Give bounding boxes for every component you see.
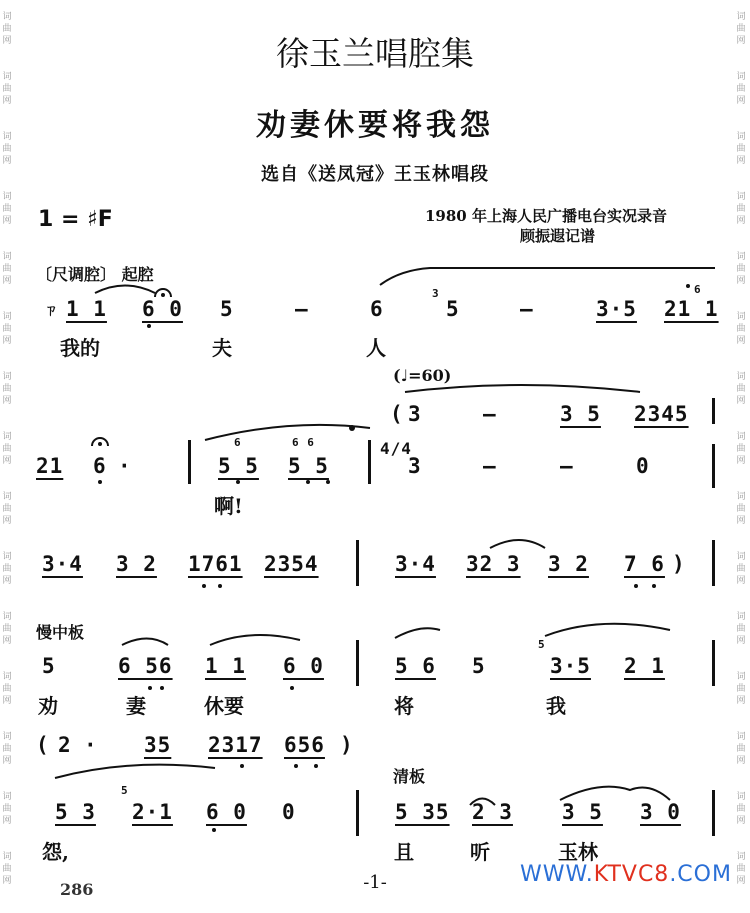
- side-watermark-char: 网: [2, 216, 12, 226]
- note: 6 56: [118, 654, 173, 678]
- side-watermark-char: 曲: [2, 804, 12, 814]
- side-watermark-char: 曲: [736, 864, 746, 874]
- side-watermark-char: 曲: [736, 84, 746, 94]
- side-watermark-char: 网: [2, 636, 12, 646]
- side-watermark-char: 词: [2, 312, 12, 322]
- bar-line: [712, 444, 715, 488]
- side-watermark-char: 网: [736, 96, 746, 106]
- side-watermark-char: 曲: [2, 504, 12, 514]
- side-watermark-char: 曲: [2, 624, 12, 634]
- side-watermark-char: 网: [736, 696, 746, 706]
- side-watermark-char: 词: [736, 612, 746, 622]
- side-watermark-char: 词: [736, 552, 746, 562]
- side-watermark-char: 网: [736, 516, 746, 526]
- side-watermark-char: 网: [2, 516, 12, 526]
- lyric: 休要: [204, 694, 244, 718]
- side-watermark-char: 网: [736, 816, 746, 826]
- transcriber-note: 顾振遐记谱: [520, 227, 596, 245]
- side-watermark-char: 网: [2, 756, 12, 766]
- note: 3·4: [395, 552, 436, 576]
- side-watermark-char: 曲: [736, 24, 746, 34]
- side-watermark-char: 词: [2, 432, 12, 442]
- lyric: 我: [546, 694, 566, 718]
- side-watermark-char: 词: [2, 672, 12, 682]
- note: –: [295, 297, 309, 321]
- octave-dot: [147, 324, 151, 328]
- side-watermark-char: 曲: [736, 384, 746, 394]
- side-watermark-char: 曲: [2, 684, 12, 694]
- side-watermark-char: 词: [736, 432, 746, 442]
- note: 7 6: [624, 552, 665, 576]
- side-watermark-char: 曲: [2, 84, 12, 94]
- note: 1761: [188, 552, 243, 576]
- page-title: 徐玉兰唱腔集: [276, 34, 474, 73]
- song-title: 劝妻休要将我怨: [256, 108, 494, 143]
- side-watermark-char: 网: [2, 276, 12, 286]
- note: 3 0: [640, 800, 681, 824]
- cut-page-number: 286: [60, 880, 94, 899]
- side-watermark-char: 网: [736, 216, 746, 226]
- side-watermark-char: 词: [736, 252, 746, 262]
- octave-dot: [202, 584, 206, 588]
- side-watermark-char: 网: [2, 156, 12, 166]
- side-watermark-char: 词: [2, 852, 12, 862]
- side-watermark-char: 网: [2, 396, 12, 406]
- note: (: [36, 733, 50, 757]
- site-watermark: WWW.KTVC8.COM: [520, 862, 732, 887]
- note: 2317: [208, 733, 263, 757]
- grace-note: 5: [538, 638, 546, 651]
- side-watermark-char: 网: [736, 876, 746, 886]
- side-watermark-char: 曲: [736, 324, 746, 334]
- side-watermark-char: 词: [736, 192, 746, 202]
- note: 0: [636, 454, 650, 478]
- tempo-label: 慢中板: [36, 623, 85, 642]
- side-watermark-char: 曲: [736, 624, 746, 634]
- side-watermark-char: 网: [736, 576, 746, 586]
- side-watermark-char: 曲: [2, 864, 12, 874]
- note: 3·5: [550, 654, 591, 678]
- side-watermark-char: 词: [2, 72, 12, 82]
- note: 2 1: [624, 654, 665, 678]
- octave-dot: [148, 686, 152, 690]
- note: 6 0: [283, 654, 324, 678]
- side-watermark-char: 曲: [2, 564, 12, 574]
- side-watermark-char: 词: [736, 852, 746, 862]
- side-watermark-char: 词: [2, 372, 12, 382]
- side-watermark-char: 曲: [736, 504, 746, 514]
- grace-note: 6: [694, 283, 702, 296]
- note: 0: [282, 800, 296, 824]
- octave-dot: [160, 686, 164, 690]
- side-watermark-char: 曲: [736, 444, 746, 454]
- note: 5 3: [55, 800, 96, 824]
- side-watermark-char: 网: [2, 456, 12, 466]
- side-watermark-char: 网: [2, 576, 12, 586]
- bar-line: [188, 440, 191, 484]
- side-watermark-char: 网: [736, 756, 746, 766]
- octave-dot: [218, 584, 222, 588]
- lyric: 玉林: [558, 840, 598, 864]
- note: 6 0: [206, 800, 247, 824]
- note: ㄗ: [44, 303, 59, 319]
- lyric: 啊!: [214, 494, 243, 518]
- side-watermark-char: 词: [736, 132, 746, 142]
- bar-line: [356, 790, 359, 836]
- side-watermark-char: 网: [2, 816, 12, 826]
- note: 21: [36, 454, 64, 478]
- lyric: 夫: [212, 336, 232, 360]
- note: 5: [472, 654, 486, 678]
- note: 3 5: [562, 800, 603, 824]
- side-watermark-char: 词: [2, 612, 12, 622]
- octave-dot: [212, 828, 216, 832]
- side-watermark-char: 曲: [2, 744, 12, 754]
- side-watermark-char: 网: [2, 96, 12, 106]
- side-watermark-char: 曲: [736, 684, 746, 694]
- bar-line: [356, 540, 359, 586]
- note: ): [340, 733, 354, 757]
- side-watermark-char: 词: [736, 492, 746, 502]
- bar-line: [356, 640, 359, 686]
- lyric: 妻: [126, 694, 146, 718]
- side-watermark-char: 词: [2, 492, 12, 502]
- octave-dot: [290, 686, 294, 690]
- side-watermark-char: 曲: [736, 264, 746, 274]
- side-watermark-char: 曲: [736, 144, 746, 154]
- side-watermark-char: 词: [2, 192, 12, 202]
- bar-line: [368, 440, 371, 484]
- side-watermark-char: 词: [2, 732, 12, 742]
- note: 3·5: [596, 297, 637, 321]
- tempo-mark: (♩=60): [393, 366, 452, 385]
- grace-note: 6 6: [292, 436, 315, 449]
- side-watermark-char: 词: [2, 252, 12, 262]
- side-watermark-char: 网: [736, 636, 746, 646]
- lyric: 将: [394, 694, 414, 718]
- side-watermark-char: 词: [736, 792, 746, 802]
- grace-note: 5: [121, 784, 129, 797]
- note: 6 0: [142, 297, 183, 321]
- side-watermark-char: 网: [2, 336, 12, 346]
- grace-note: 3: [432, 287, 440, 300]
- note: ): [672, 552, 686, 576]
- octave-dot: [294, 764, 298, 768]
- side-watermark-char: 曲: [2, 24, 12, 34]
- side-watermark-char: 曲: [2, 444, 12, 454]
- side-watermark-char: 网: [2, 696, 12, 706]
- lyric: 我的: [60, 336, 100, 360]
- side-watermark-char: 曲: [736, 804, 746, 814]
- note: 3: [408, 402, 422, 426]
- side-watermark-char: 词: [736, 312, 746, 322]
- side-watermark-char: 曲: [2, 384, 12, 394]
- note: 6: [93, 454, 107, 478]
- note: 2354: [264, 552, 319, 576]
- note: 2 3: [472, 800, 513, 824]
- side-watermark-char: 词: [736, 72, 746, 82]
- note: 5 5: [218, 454, 259, 478]
- octave-dot: [240, 764, 244, 768]
- note: 2: [58, 733, 72, 757]
- recording-note: 1980 年上海人民广播电台实况录音: [425, 207, 667, 225]
- octave-dot: [314, 764, 318, 768]
- time-signature: 4/4: [380, 439, 412, 458]
- note: 3 2: [548, 552, 589, 576]
- note: –: [520, 297, 534, 321]
- lyric: 劝: [38, 694, 58, 718]
- note: 6: [370, 297, 384, 321]
- note: 2345: [634, 402, 689, 426]
- note: 2·1: [132, 800, 173, 824]
- side-watermark-char: 词: [2, 552, 12, 562]
- side-watermark-char: 曲: [736, 564, 746, 574]
- note: 5: [446, 297, 460, 321]
- note: 3 5: [560, 402, 601, 426]
- side-watermark-char: 词: [2, 132, 12, 142]
- note: 32 3: [466, 552, 521, 576]
- song-source: 选自《送凤冠》王玉林唱段: [261, 164, 489, 185]
- note: –: [483, 454, 497, 478]
- octave-dot: [98, 480, 102, 484]
- note: 21 1: [664, 297, 719, 321]
- lyric: 听: [470, 840, 490, 864]
- note: ·: [84, 733, 98, 757]
- side-watermark-char: 词: [2, 792, 12, 802]
- note: 5 5: [288, 454, 329, 478]
- note: ·: [118, 454, 132, 478]
- note: 5: [42, 654, 56, 678]
- side-watermark-char: 曲: [736, 204, 746, 214]
- side-watermark-char: 网: [2, 36, 12, 46]
- note: –: [560, 454, 574, 478]
- note: 3·4: [42, 552, 83, 576]
- octave-dot: [306, 480, 310, 484]
- octave-dot: [686, 284, 690, 288]
- tune-label: 〔尺调腔〕 起腔: [36, 265, 154, 284]
- side-watermark-char: 曲: [736, 744, 746, 754]
- key-signature: 1 = ♯F: [38, 207, 113, 232]
- side-watermark-char: 词: [2, 12, 12, 22]
- side-watermark-char: 网: [736, 276, 746, 286]
- tempo-label: 清板: [393, 767, 426, 786]
- lyric: 且: [394, 840, 414, 864]
- note: (: [390, 402, 404, 426]
- side-watermark-char: 网: [2, 876, 12, 886]
- side-watermark-char: 词: [736, 372, 746, 382]
- grace-note: 6: [234, 436, 242, 449]
- octave-dot: [652, 584, 656, 588]
- note: 3 2: [116, 552, 157, 576]
- side-watermark-char: 曲: [2, 264, 12, 274]
- side-watermark-char: 词: [736, 672, 746, 682]
- note: 1 1: [205, 654, 246, 678]
- side-watermark-char: 网: [736, 396, 746, 406]
- side-watermark-char: 网: [736, 156, 746, 166]
- octave-dot: [326, 480, 330, 484]
- side-watermark-char: 曲: [2, 144, 12, 154]
- octave-dot: [236, 480, 240, 484]
- lyric: 怨,: [42, 840, 69, 864]
- note: –: [483, 402, 497, 426]
- bar-line: [712, 790, 715, 836]
- note: 656: [284, 733, 325, 757]
- side-watermark-char: 曲: [2, 324, 12, 334]
- note: 1 1: [66, 297, 107, 321]
- side-watermark-char: 曲: [2, 204, 12, 214]
- side-watermark-char: 网: [736, 36, 746, 46]
- page-number: -1-: [363, 872, 387, 893]
- note: 35: [144, 733, 172, 757]
- side-watermark-char: 词: [736, 12, 746, 22]
- lyric: 人: [366, 336, 386, 360]
- side-watermark-char: 网: [736, 456, 746, 466]
- bar-line: [712, 398, 715, 424]
- note: 5 35: [395, 800, 450, 824]
- octave-dot: [634, 584, 638, 588]
- side-watermark-char: 词: [736, 732, 746, 742]
- note: 5: [220, 297, 234, 321]
- bar-line: [712, 640, 715, 686]
- note: 3: [408, 454, 422, 478]
- side-watermark-char: 网: [736, 336, 746, 346]
- note: 5 6: [395, 654, 436, 678]
- bar-line: [712, 540, 715, 586]
